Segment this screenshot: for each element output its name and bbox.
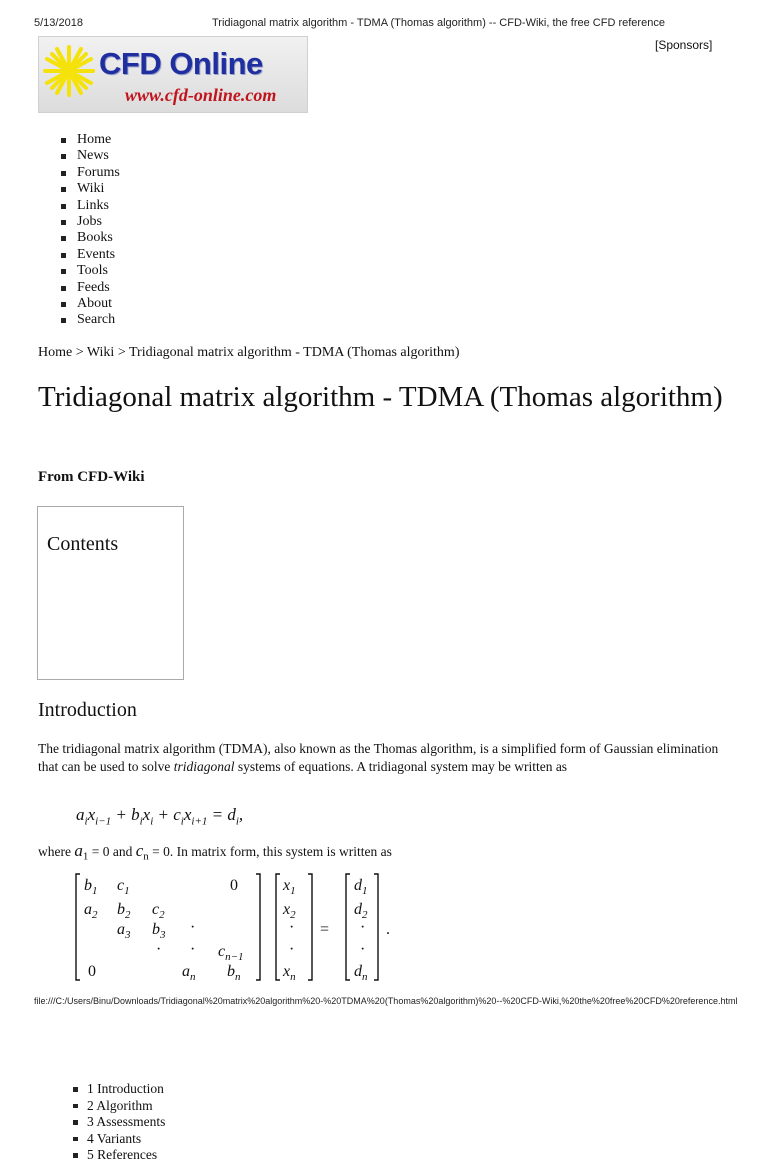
svg-text:·: ·: [156, 941, 162, 958]
boundary-condition-text: where $a_1 = 0$ and $c_n = 0$. In matrix form, this system is written as: [38, 841, 392, 863]
svg-text:·: ·: [360, 919, 366, 936]
svg-text:·: ·: [190, 941, 196, 958]
nav-link-feeds[interactable]: Feeds: [77, 279, 110, 295]
section-heading-introduction: Introduction: [38, 699, 137, 721]
svg-text:·: ·: [360, 941, 366, 958]
toc-item: [70, 1147, 165, 1164]
toc-item: [70, 1114, 165, 1131]
nav-link-about[interactable]: About: [77, 296, 112, 312]
nav-item-search: [58, 312, 120, 328]
svg-text:b2: $b_2$: [117, 901, 131, 921]
print-footer-url: file:///C:/Users/Binu/Downloads/Tridiagonal%20matrix%20algorithm%20-%20TDMA%20(Thomas%20algorithm)%20--%20CFD-Wiki,%20the%20free%20CFD%20reference.html: [34, 996, 738, 1006]
nav-item-wiki: [58, 181, 120, 197]
toc-link-algorithm[interactable]: 2 Algorithm: [87, 1097, 153, 1113]
para-text: systems of equations. A tridiagonal system may be written as: [234, 758, 568, 774]
breadcrumb: [38, 345, 460, 361]
nav-link-forums[interactable]: Forums: [77, 164, 120, 180]
nav-item-tools: [58, 263, 120, 279]
nav-item-about: [58, 296, 120, 312]
para-text: The tridiagonal matrix algorithm (TDMA), also known as the Thomas algorithm, is a simplified form of Gaussian elimination that can be used to solve: [38, 741, 719, 774]
svg-text:cn−1: $c_{n-1}$: [218, 943, 244, 963]
sponsors-link[interactable]: [Sponsors]: [655, 38, 713, 52]
toc-link-variants[interactable]: 4 Variants: [87, 1130, 142, 1146]
print-header-title: Tridiagonal matrix algorithm - TDMA (Thomas algorithm) -- CFD-Wiki, the free CFD reference: [212, 17, 665, 29]
svg-text:0: 0: [230, 877, 238, 894]
svg-text:·: ·: [190, 919, 196, 936]
introduction-paragraph: [38, 740, 728, 775]
svg-text:c2: $c_2$: [152, 901, 165, 921]
breadcrumb-current: Tridiagonal matrix algorithm - TDMA (Thomas algorithm): [128, 345, 460, 360]
from-wiki-label: From CFD-Wiki: [38, 469, 145, 485]
svg-text:b3: $b_3$: [152, 921, 166, 941]
toc-link-introduction[interactable]: 1 Introduction: [87, 1081, 164, 1096]
logo-url: www.cfd-online.com: [125, 85, 277, 105]
nav-link-events[interactable]: Events: [77, 246, 116, 262]
svg-text:a3: $a_3$: [117, 921, 131, 941]
tridiagonal-matrix-equation: [70, 866, 410, 986]
where-text: where: [38, 844, 71, 859]
nav-link-wiki[interactable]: Wiki: [77, 181, 105, 197]
nav-link-home[interactable]: Home: [77, 132, 112, 147]
nav-link-books[interactable]: Books: [77, 230, 113, 246]
svg-text:d1: $d_1$: [354, 877, 368, 897]
svg-text:·: ·: [289, 919, 295, 936]
nav-item-links: [58, 198, 120, 214]
print-date: 5/13/2018: [34, 17, 83, 29]
breadcrumb-separator: >: [117, 345, 126, 360]
logo-title: CFD Online: [99, 46, 263, 81]
nav-item-forums: [58, 165, 120, 181]
page-title: Tridiagonal matrix algorithm - TDMA (Thomas algorithm): [38, 381, 723, 413]
svg-text:x1: $x_1$: [283, 877, 296, 897]
and-text: and: [112, 844, 133, 859]
nav-item-home: [58, 132, 120, 148]
svg-text:an: $a_n$: [182, 963, 196, 983]
para-emphasis: tridiagonal: [173, 758, 235, 774]
toc-item: [70, 1131, 165, 1148]
svg-text:d2: $d_2$: [354, 901, 368, 921]
toc-link-references[interactable]: 5 References: [87, 1147, 158, 1162]
svg-text:a2: $a_2$: [84, 901, 98, 921]
breadcrumb-wiki[interactable]: Wiki: [86, 345, 115, 360]
svg-text:b1: $b_1$: [84, 877, 98, 897]
nav-link-jobs[interactable]: Jobs: [77, 214, 102, 230]
main-nav: [58, 132, 120, 329]
cfd-online-logo[interactable]: [38, 36, 308, 113]
nav-item-books: [58, 230, 120, 246]
toc-item: [70, 1081, 165, 1098]
svg-text:bn: $b_n$: [227, 963, 241, 983]
toc-link-assessments[interactable]: 3 Assessments: [87, 1114, 166, 1129]
nav-item-news: [58, 148, 120, 164]
nav-link-links[interactable]: Links: [77, 197, 109, 213]
svg-text:·: ·: [289, 941, 295, 958]
svg-text:.: .: [386, 921, 390, 938]
nav-link-tools[interactable]: Tools: [77, 263, 108, 279]
svg-text:c1: $c_1$: [117, 877, 130, 897]
svg-text:xn: $x_n$: [283, 963, 296, 983]
tridiagonal-equation: $a_ix_{i-1} + b_ix_i + c_ix_{i+1} = d_i$,: [76, 805, 244, 828]
nav-item-feeds: [58, 280, 120, 296]
svg-text:x2: $x_2$: [283, 901, 296, 921]
svg-text:0: 0: [88, 963, 96, 980]
svg-text:=: =: [320, 921, 330, 938]
nav-link-search[interactable]: Search: [77, 312, 116, 328]
toc-item: [70, 1098, 165, 1115]
nav-item-jobs: [58, 214, 120, 230]
toc-heading: Contents: [47, 533, 119, 555]
breadcrumb-separator: >: [75, 345, 84, 360]
nav-item-events: [58, 247, 120, 263]
matrix-form-text: . In matrix form, this system is written as: [169, 844, 392, 859]
nav-link-news[interactable]: News: [77, 148, 109, 164]
toc-list: [70, 1081, 165, 1164]
breadcrumb-home[interactable]: Home: [38, 345, 73, 360]
svg-text:dn: $d_n$: [354, 963, 368, 983]
